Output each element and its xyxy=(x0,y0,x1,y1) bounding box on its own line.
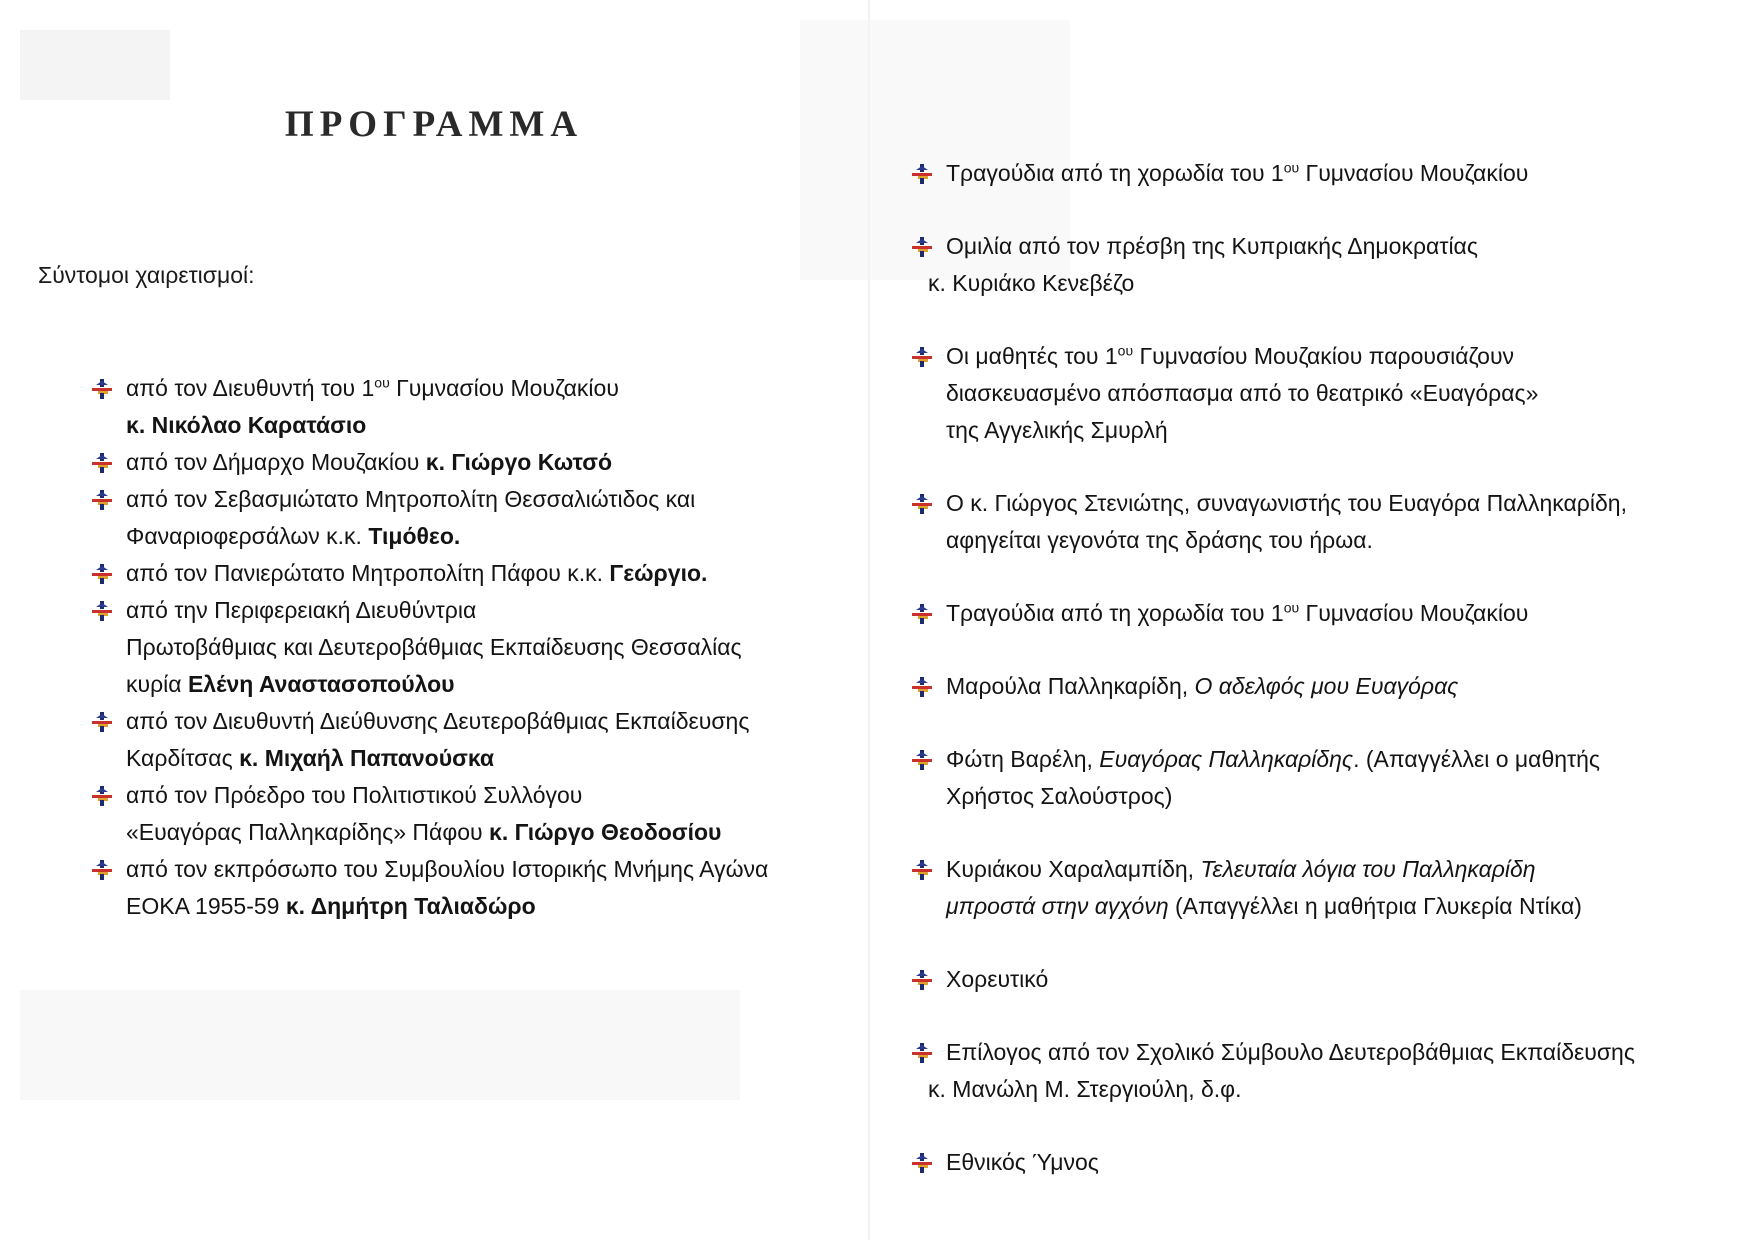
item-line xyxy=(126,703,832,740)
item-line xyxy=(946,155,1712,192)
greetings-heading: Σύντομοι χαιρετισμοί: xyxy=(38,262,255,288)
item-text: κ. Νικόλαο Καρατάσιο xyxy=(126,412,367,438)
item-line xyxy=(126,407,832,444)
item-text: από τον Δήμαρχο Μουζακίου xyxy=(126,449,426,475)
item-text: κυρία xyxy=(126,671,188,697)
item-line xyxy=(946,961,1712,998)
item-text: Καρδίτσας xyxy=(126,745,240,771)
item-text: Ελένη Αναστασοπούλου xyxy=(187,671,455,697)
item-text: Ευαγόρας Παλληκαρίδης xyxy=(1099,746,1354,772)
item-line xyxy=(126,444,832,481)
item-line xyxy=(126,888,832,925)
item-line xyxy=(946,778,1712,815)
item-text: Τραγούδια από τη χορωδία του 1 xyxy=(946,600,1284,626)
program-item xyxy=(912,338,1712,449)
bullet-arrow-icon xyxy=(92,379,114,399)
item-line xyxy=(126,814,832,851)
bullet-arrow-icon xyxy=(912,970,934,990)
item-text: Οι μαθητές του 1 xyxy=(946,343,1118,369)
bullet-arrow-icon xyxy=(92,453,114,473)
bullet-arrow-icon xyxy=(912,347,934,367)
program-list xyxy=(912,155,1712,1217)
item-line xyxy=(946,522,1712,559)
item-text: Χορευτικό xyxy=(946,966,1049,992)
item-text: κ. Μανώλη Μ. Στεργιούλη, δ.φ. xyxy=(928,1076,1242,1102)
item-text: Τελευταία λόγια του Παλληκαρίδη xyxy=(1200,856,1536,882)
item-text: Κυριάκου Χαραλαμπίδη, xyxy=(946,856,1201,882)
item-text: από τον Διευθυντή του 1 xyxy=(126,375,375,401)
bullet-arrow-icon xyxy=(912,677,934,697)
bullet-arrow-icon xyxy=(912,860,934,880)
greeting-item xyxy=(92,592,832,703)
item-line xyxy=(946,375,1712,412)
item-text: από τον Πρόεδρο του Πολιτιστικού Συλλόγου xyxy=(126,782,583,808)
item-text: Γυμνασίου Μουζακίου xyxy=(389,375,619,401)
page-title: ΠΡΟΓΡΑΜΜΑ xyxy=(284,103,584,145)
item-text: Γυμνασίου Μουζακίου xyxy=(1299,160,1529,186)
item-text: Μαρούλα Παλληκαρίδη, xyxy=(946,673,1195,699)
item-line xyxy=(126,481,832,518)
item-line xyxy=(946,668,1712,705)
item-line xyxy=(126,370,832,407)
item-text: από τον εκπρόσωπο του Συμβουλίου Ιστορικής Μνήμης Αγώνα xyxy=(126,856,769,882)
greeting-item xyxy=(92,555,832,592)
item-text: ΕΟΚΑ 1955-59 xyxy=(126,893,286,919)
item-line xyxy=(946,485,1712,522)
item-text: Ο αδελφός μου Ευαγόρας xyxy=(1194,673,1459,699)
item-text: Τραγούδια από τη χορωδία του 1 xyxy=(946,160,1284,186)
item-line xyxy=(928,265,1712,302)
program-item xyxy=(912,1144,1712,1181)
greetings-list xyxy=(92,370,832,925)
item-text: από τον Σεβασμιώτατο Μητροπολίτη Θεσσαλιώτιδος και xyxy=(126,486,696,512)
item-text: Εθνικός Ύμνος xyxy=(946,1149,1099,1175)
greeting-item xyxy=(92,777,832,851)
bullet-arrow-icon xyxy=(912,1043,934,1063)
item-text: . (Απαγγέλλει ο μαθητής xyxy=(1353,746,1601,772)
program-item xyxy=(912,741,1712,815)
greeting-item xyxy=(92,703,832,777)
item-text: ου xyxy=(1283,599,1300,616)
item-line xyxy=(946,888,1712,925)
program-item xyxy=(912,155,1712,192)
item-text: κ. Μιχαήλ Παπανούσκα xyxy=(239,745,495,771)
program-item xyxy=(912,485,1712,559)
bullet-arrow-icon xyxy=(912,750,934,770)
item-text: Φαναριοφερσάλων κ.κ. xyxy=(126,523,369,549)
item-line xyxy=(126,518,832,555)
item-text: Επίλογος από τον Σχολικό Σύμβουλο Δευτεροβάθμιας Εκπαίδευσης xyxy=(946,1039,1635,1065)
program-item xyxy=(912,1034,1712,1108)
item-line xyxy=(946,338,1712,375)
item-text: από τον Πανιερώτατο Μητροπολίτη Πάφου κ.κ. xyxy=(126,560,610,586)
bullet-arrow-icon xyxy=(912,604,934,624)
item-text: αφηγείται γεγονότα της δράσης του ήρωα. xyxy=(946,527,1373,553)
item-line xyxy=(126,555,832,592)
item-text: διασκευασμένο απόσπασμα από το θεατρικό «Ευαγόρας» xyxy=(946,380,1539,406)
bullet-arrow-icon xyxy=(92,860,114,880)
bullet-arrow-icon xyxy=(912,164,934,184)
item-line xyxy=(126,666,832,703)
greeting-item xyxy=(92,851,832,925)
item-line xyxy=(946,851,1712,888)
item-text: (Απαγγέλλει η μαθήτρια Γλυκερία Ντίκα) xyxy=(1168,893,1582,919)
item-text: «Ευαγόρας Παλληκαρίδης» Πάφου xyxy=(126,819,490,845)
item-text: Τιμόθεο. xyxy=(368,523,461,549)
item-text: κ. Δημήτρη Ταλιαδώρο xyxy=(285,893,536,919)
item-line xyxy=(946,1144,1712,1181)
item-line xyxy=(946,412,1712,449)
item-text: Γεώργιο. xyxy=(609,560,708,586)
item-line xyxy=(928,1071,1712,1108)
bullet-arrow-icon xyxy=(92,490,114,510)
item-text: της Αγγελικής Σμυρλή xyxy=(946,417,1168,443)
item-text: από την Περιφερειακή Διευθύντρια xyxy=(126,597,477,623)
item-line xyxy=(126,740,832,777)
greeting-item xyxy=(92,444,832,481)
item-text: ου xyxy=(374,374,390,391)
item-text: Ο κ. Γιώργος Στενιώτης, συναγωνιστής του Ευαγόρα Παλληκαρίδη, xyxy=(946,490,1627,516)
item-text: Ομιλία από τον πρέσβη της Κυπριακής Δημοκρατίας xyxy=(946,233,1478,259)
bleed-through-shadow xyxy=(20,30,170,100)
item-text: Πρωτοβάθμιας και Δευτεροβάθμιας Εκπαίδευσης Θεσσαλίας xyxy=(126,634,742,660)
item-line xyxy=(126,851,832,888)
item-line xyxy=(946,228,1712,265)
program-item xyxy=(912,668,1712,705)
item-line xyxy=(126,629,832,666)
item-line xyxy=(946,1034,1712,1071)
item-text: Φώτη Βαρέλη, xyxy=(946,746,1100,772)
item-line xyxy=(126,592,832,629)
item-text: Χρήστος Σαλούστρος) xyxy=(946,783,1173,809)
bullet-arrow-icon xyxy=(92,564,114,584)
bullet-arrow-icon xyxy=(912,1153,934,1173)
item-line xyxy=(126,777,832,814)
program-item xyxy=(912,228,1712,302)
greeting-item xyxy=(92,481,832,555)
item-line xyxy=(946,741,1712,778)
bullet-arrow-icon xyxy=(92,601,114,621)
item-text: Γυμνασίου Μουζακίου xyxy=(1299,600,1529,626)
item-line xyxy=(946,595,1712,632)
bleed-through-shadow xyxy=(20,990,740,1100)
greeting-item xyxy=(92,370,832,444)
item-text: ου xyxy=(1283,159,1300,176)
program-item xyxy=(912,595,1712,632)
item-text: από τον Διευθυντή Διεύθυνσης Δευτεροβάθμιας Εκπαίδευσης xyxy=(126,708,750,734)
item-text: κ. Γιώργο Θεοδοσίου xyxy=(489,819,722,845)
item-text: Γυμνασίου Μουζακίου παρουσιάζουν xyxy=(1133,343,1515,369)
program-item xyxy=(912,961,1712,998)
bullet-arrow-icon xyxy=(92,712,114,732)
bullet-arrow-icon xyxy=(912,494,934,514)
bullet-arrow-icon xyxy=(912,237,934,257)
item-text: μπροστά στην αγχόνη xyxy=(946,893,1169,919)
item-text: ου xyxy=(1117,342,1134,359)
item-text: κ. Κυριάκο Κενεβέζο xyxy=(928,270,1135,296)
bullet-arrow-icon xyxy=(92,786,114,806)
item-text: κ. Γιώργο Κωτσό xyxy=(425,449,612,475)
program-item xyxy=(912,851,1712,925)
